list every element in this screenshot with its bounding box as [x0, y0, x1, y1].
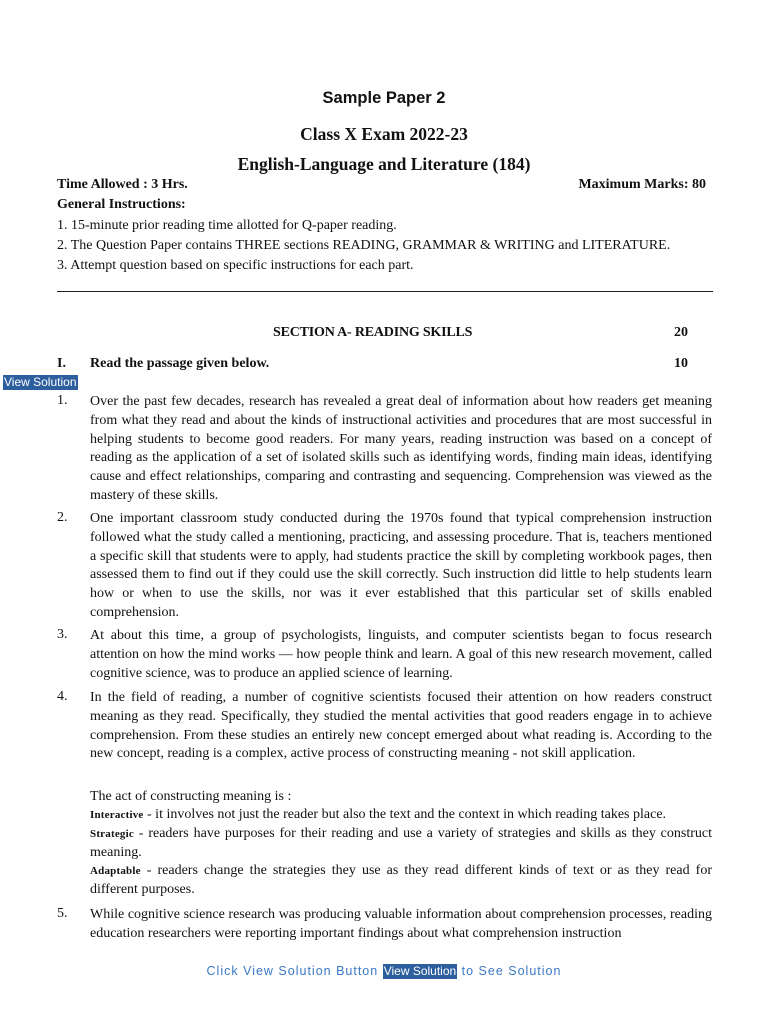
- definition-interactive: [90, 806, 712, 825]
- footer-view-solution-button[interactable]: View Solution: [383, 964, 457, 978]
- paragraph-number: 2.: [57, 510, 68, 525]
- passage-paragraph: At about this time, a group of psychologists, linguists, and computer scientists began to focus research attention on how the mind works — how people think and learn. A goal of this new research movement, called cognitive science, was to produce an applied science of learning.: [90, 628, 712, 681]
- paper-title: Sample Paper 2: [322, 89, 446, 107]
- paragraph-number: 3.: [57, 627, 68, 642]
- subject-title: English-Language and Literature (184): [237, 154, 531, 174]
- term-definition: - readers change the strategies they use as they read different kinds of text or as they read for different purposes.: [90, 863, 712, 897]
- act-intro: The act of constructing meaning is :: [90, 789, 292, 804]
- footer-text: to See Solution: [457, 964, 562, 978]
- section-title: SECTION A- READING SKILLS: [273, 325, 473, 340]
- divider: [57, 291, 713, 292]
- footer-text: Click View Solution Button: [206, 964, 383, 978]
- view-solution-button[interactable]: View Solution: [4, 375, 77, 389]
- term-label: Interactive: [90, 809, 144, 821]
- footer-hint: [0, 964, 768, 979]
- maximum-marks: Maximum Marks: 80: [578, 177, 706, 192]
- paragraph-number: 1.: [57, 393, 68, 408]
- time-allowed: Time Allowed : 3 Hrs.: [57, 177, 188, 192]
- definition-strategic: [90, 825, 712, 863]
- term-label: Strategic: [90, 828, 134, 840]
- instructions-heading: General Instructions:: [57, 197, 186, 212]
- passage-paragraph: In the field of reading, a number of cognitive scientists focused their attention on how readers construct meaning as they read. Specifically, they studied the mental activities that good readers engage in to achieve comprehension. From these studies an entirely new concept emerged about what reading is. According to the new concept, reading is a complex, active process of constructing meaning - not skill application.: [90, 690, 712, 762]
- instruction-item: 1. 15-minute prior reading time allotted for Q-paper reading.: [57, 218, 397, 233]
- term-definition: - readers have purposes for their reading and use a variety of strategies and skills as they construct meaning.: [90, 826, 712, 860]
- passage-paragraph: One important classroom study conducted during the 1970s found that typical comprehension instruction followed what the study called a mentioning, practicing, and assessing procedure. That is, teachers mentioned a specific skill that students were to apply, had students practice the skill by completing workbook pages, then assessed them to find out if they could use the skill correctly. Such instruction did little to help students learn how or when to use the skills, nor was it ever established that this particular set of skills enabled comprehension.: [90, 511, 712, 620]
- question-marks: 10: [674, 356, 688, 371]
- passage-paragraph: Over the past few decades, research has revealed a great deal of information about how readers get meaning from what they read and about the kinds of instructional activities and procedures that are most successful in helping students to become good readers. For many years, reading instruction was based on a concept of reading as the application of a set of isolated skills such as identifying words, finding main ideas, identifying cause and effect relationships, comparing and contrasting and sequencing. Comprehension was viewed as the mastery of these skills.: [90, 394, 712, 503]
- passage-paragraph: While cognitive science research was producing valuable information about comprehension processes, reading education researchers were reporting important findings about what comprehension instruction: [90, 907, 712, 941]
- definition-adaptable: [90, 862, 712, 900]
- question-number: I.: [57, 356, 66, 371]
- term-definition: - it involves not just the reader but also the text and the context in which reading takes place.: [143, 807, 667, 822]
- exam-title: Class X Exam 2022-23: [300, 124, 468, 144]
- term-label: Adaptable: [90, 865, 141, 877]
- instruction-item: 3. Attempt question based on specific instructions for each part.: [57, 258, 414, 273]
- section-marks: 20: [674, 325, 688, 340]
- paragraph-number: 5.: [57, 906, 68, 921]
- question-text: Read the passage given below.: [90, 356, 270, 371]
- paragraph-number: 4.: [57, 689, 68, 704]
- instruction-item: 2. The Question Paper contains THREE sections READING, GRAMMAR & WRITING and LITERATURE.: [57, 238, 671, 253]
